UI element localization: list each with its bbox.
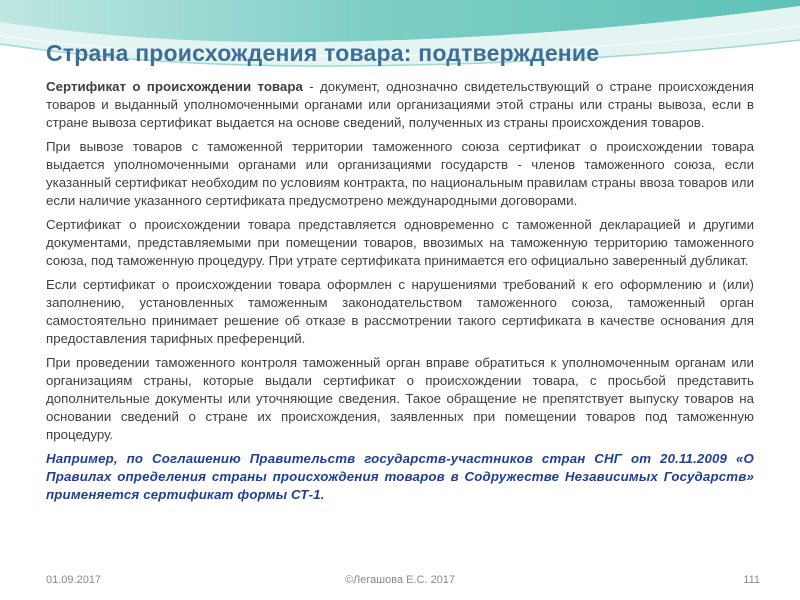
slide-title: Страна происхождения товара: подтверждение: [46, 40, 600, 66]
definition-text: - документ, однозначно свидетельствующий о стране происхождения товаров и выданный уполномоченными органами или организациями этой страны или страны вывоза, если в стране вывоза сертификат выдается на основе сведений, полученных из страны происхождения товаров.: [46, 79, 755, 130]
paragraph-export: При вывозе товаров с таможенной территории таможенного союза сертификат о происхождении товара выдается уполномоченными органами или организациями государств - членов таможенного союза, если указанный сертификат необходим по условиям контракта, по национальным правилам страны ввоза товаров или если наличие указанного сертификата предусмотрено международными договорами.: [46, 139, 754, 208]
paragraph-violations: Если сертификат о происхождении товара оформлен с нарушениями требований к его оформлению и (или) заполнению, установленных таможенным законодательством таможенного союза, таможенный орган самостоятельно принимает решение об отказе в рассмотрении такого сертификата в качестве основания для предоставления тарифных преференций.: [46, 277, 754, 346]
definition-term: Сертификат о происхождении товара: [46, 79, 303, 94]
example-note: Например, по Соглашению Правительств государств-участников стран СНГ от 20.11.2009 «О Правилах определения страны происхождения товаров в Содружестве Независимых Государств» применяется сертификат формы СТ-1.: [46, 451, 754, 502]
slide-body: [46, 78, 754, 510]
paragraph-control: При проведении таможенного контроля таможенный орган вправе обратиться к уполномоченным органам или организациям страны, которые выдали сертификат о происхождении товара, с просьбой представить дополнительные документы или уточняющие сведения. Такое обращение не препятствует выпуску товаров на основании сведений о стране их происхождения, заявленных при помещении товаров под таможенную процедуру.: [46, 355, 754, 442]
footer-author: ©Легашова Е.С. 2017: [344, 574, 456, 586]
paragraph-definition: [46, 78, 754, 132]
paragraph-submission: Сертификат о происхождении товара представляется одновременно с таможенной декларацией и другими документами, представляемыми при помещении товаров, ввозимых на таможенную территорию таможенного союза, под таможенную процедуру. При утрате сертификата принимается его официально заверенный дубликат.: [46, 217, 754, 268]
footer-date: 01.09.2017: [46, 574, 102, 586]
page-number: 111: [743, 574, 760, 586]
